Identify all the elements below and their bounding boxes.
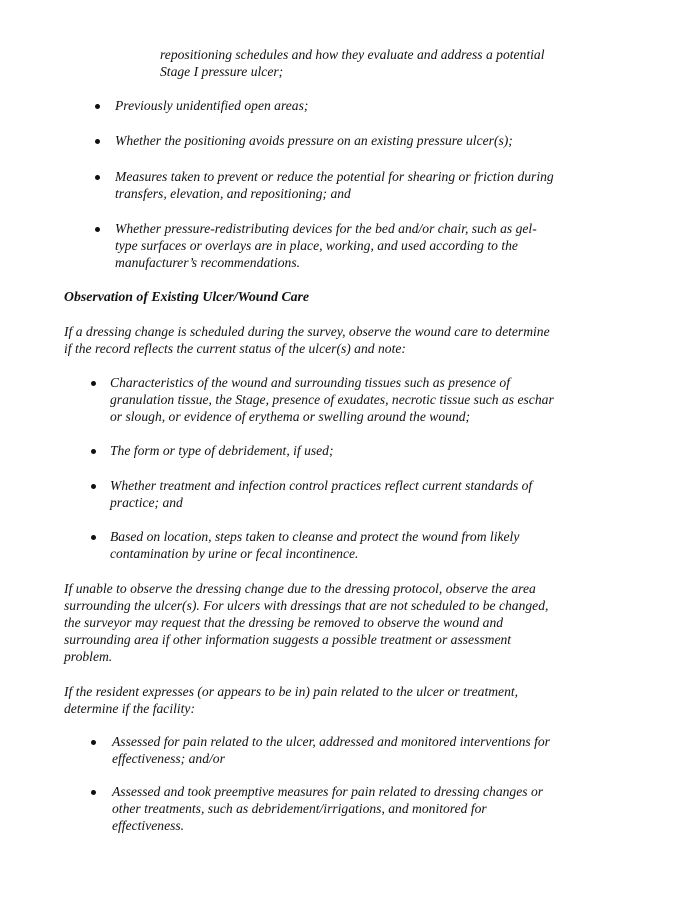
paragraph-line: surrounding the ulcer(s). For ulcers with dressings that are not scheduled to be changed, [64,598,549,613]
bullet-icon [91,740,96,745]
paragraph-line: If a dressing change is scheduled during the survey, observe the wound care to determine [64,324,550,339]
list-item-text: manufacturer’s recommendations. [115,255,301,270]
list-item-text: type surfaces or overlays are in place, working, and used according to the [115,238,518,253]
list-item-text: granulation tissue, the Stage, presence of exudates, necrotic tissue such as eschar [110,392,554,407]
continuation-line: Stage I pressure ulcer; [160,64,284,79]
list-item-text: Whether pressure-redistributing devices for the bed and/or chair, such as gel- [115,221,537,236]
bullet-icon [91,449,96,454]
continuation-line: repositioning schedules and how they evaluate and address a potential [160,47,545,62]
list-item-text: Whether the positioning avoids pressure on an existing pressure ulcer(s); [115,133,513,148]
bullet-icon [91,484,96,489]
bullet-icon [91,381,96,386]
list-item-text: Assessed and took preemptive measures for pain related to dressing changes or [112,784,544,799]
list-item-text: Characteristics of the wound and surrounding tissues such as presence of [110,375,510,390]
bullet-icon [95,175,100,180]
paragraph-line: determine if the facility: [64,701,195,716]
list-item-text: Assessed for pain related to the ulcer, addressed and monitored interventions for [112,734,550,749]
list-item-text: The form or type of debridement, if used; [110,443,334,458]
list-item-text: effectiveness. [112,818,185,833]
paragraph-line: problem. [64,649,113,664]
list-item-text: practice; and [110,495,183,510]
bullet-icon [95,227,100,232]
list-item-text: Based on location, steps taken to cleanse and protect the wound from likely [110,529,520,544]
paragraph-line: If the resident expresses (or appears to be in) pain related to the ulcer or treatment, [64,684,519,699]
list-item-text: Measures taken to prevent or reduce the potential for shearing or friction during [115,169,554,184]
bullet-icon [91,790,96,795]
list-item-text: Whether treatment and infection control practices reflect current standards of [110,478,533,493]
paragraph-line: the surveyor may request that the dressing be removed to observe the wound and [64,615,504,630]
section-heading: Observation of Existing Ulcer/Wound Care [64,289,310,304]
list-item-text: other treatments, such as debridement/irrigations, and monitored for [112,801,487,816]
paragraph-line: surrounding area if other information suggests a possible treatment or assessment [64,632,512,647]
list-item-text: Previously unidentified open areas; [115,98,309,113]
list-item-text: effectiveness; and/or [112,751,225,766]
paragraph-line: If unable to observe the dressing change due to the dressing protocol, observe the area [64,581,536,596]
list-item-text: or slough, or evidence of erythema or swelling around the wound; [110,409,471,424]
bullet-icon [95,104,100,109]
bullet-icon [91,535,96,540]
list-item-text: contamination by urine or fecal incontinence. [110,546,359,561]
paragraph-line: if the record reflects the current status of the ulcer(s) and note: [64,341,406,356]
list-item-text: transfers, elevation, and repositioning; and [115,186,351,201]
bullet-icon [95,139,100,144]
